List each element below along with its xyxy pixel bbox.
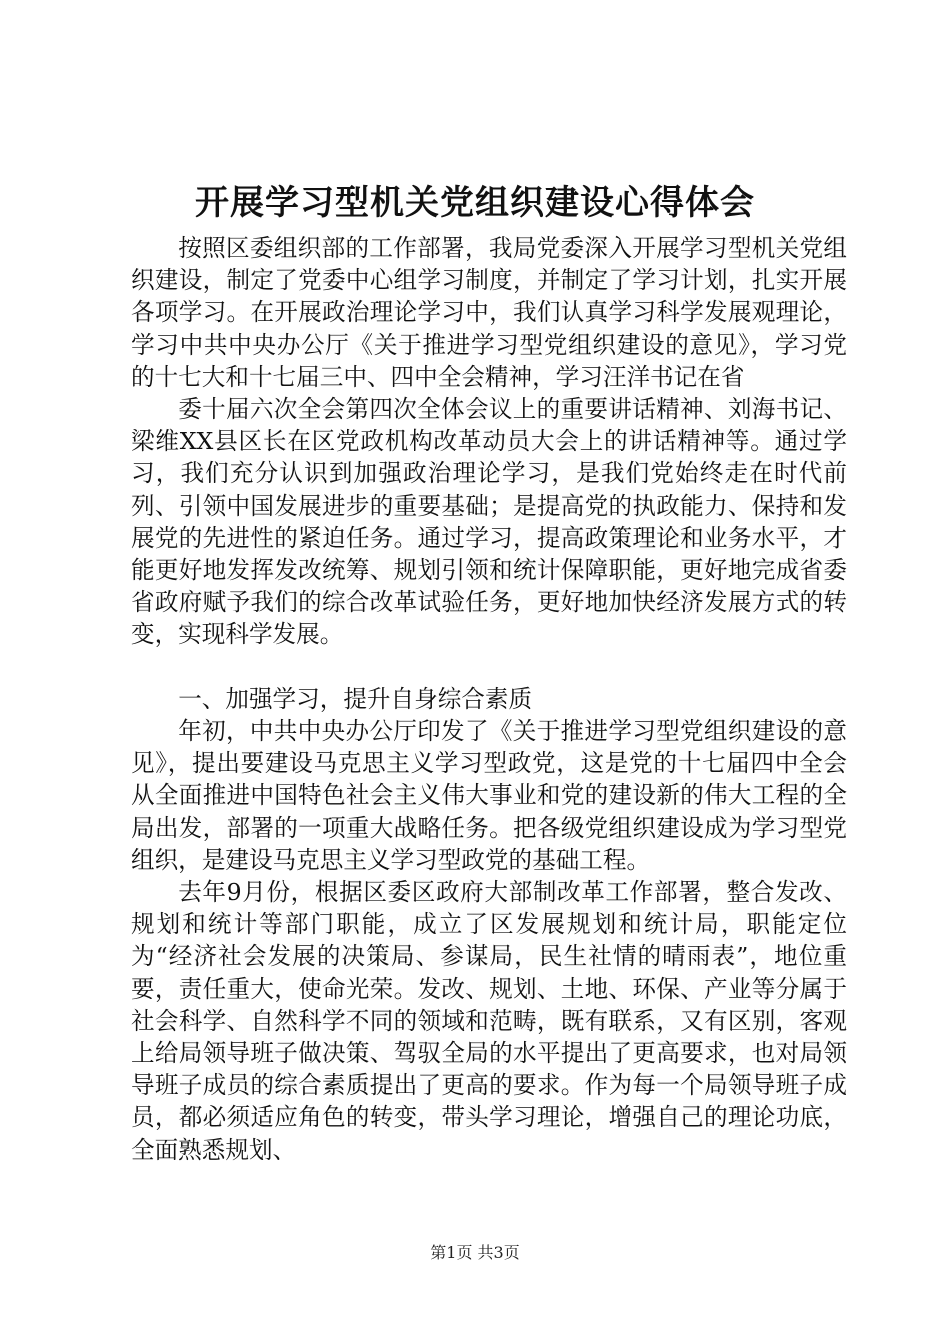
section-paragraph-2: 去年9月份，根据区委区政府大部制改革工作部署，整合发改、规划和统计等部门职能，成立了区发展规划和统计局，职能定位为“经济社会发展的决策局、参谋局，民生社情的晴雨表”，地位重要，责任重大，使命光荣。发改、规划、土地、环保、产业等分属于社会科学、自然科学不同的领域和范畴，既有联系，又有区别，客观上给局领导班子做决策、驾驭全局的水平提出了更高要求，也对局领导班子成员的综合素质提出了更高的要求。作为每一个局领导班子成员，都必须适应角色的转变，带头学习理论，增强自己的理论功底，全面熟悉规划、 xyxy=(131,878,847,1164)
paragraph-spacer xyxy=(131,651,847,683)
section-paragraph-1: 年初，中共中央办公厅印发了《关于推进学习型党组织建设的意见》，提出要建设马克思主义学习型政党，这是党的十七届四中全会从全面推进中国特色社会主义伟大事业和党的建设新的伟大工程的全局出发，部署的一项重大战略任务。把各级党组织建设成为学习型党组织，是建设马克思主义学习型政党的基础工程。 xyxy=(131,717,847,874)
body-paragraph-2: 委十届六次全会第四次全体会议上的重要讲话精神、刘海书记、梁维XX县区长在区党政机构改革动员大会上的讲话精神等。通过学习，我们充分认识到加强政治理论学习，是我们党始终走在时代前列、引领中国发展进步的重要基础；是提高党的执政能力、保持和发展党的先进性的紧迫任务。通过学习，提高政策理论和业务水平，才能更好地发挥发改统筹、规划引领和统计保障职能，更好地完成省委省政府赋予我们的综合改革试验任务，更好地加快经济发展方式的转变，实现科学发展。 xyxy=(131,395,847,649)
page-number-footer: 第1页 共3页 xyxy=(430,1243,520,1262)
section-heading: 一、加强学习，提升自身综合素质 xyxy=(178,684,533,713)
document-title: 开展学习型机关党组织建设心得体会 xyxy=(195,183,755,223)
body-paragraph-1: 按照区委组织部的工作部署，我局党委深入开展学习型机关党组织建设，制定了党委中心组学习制度，并制定了学习计划，扎实开展各项学习。在开展政治理论学习中，我们认真学习科学发展观理论，学习中共中央办公厅《关于推进学习型党组织建设的意见》，学习党的十七大和十七届三中、四中全会精神，学习汪洋书记在省 xyxy=(131,234,847,391)
document-body xyxy=(131,232,847,1166)
